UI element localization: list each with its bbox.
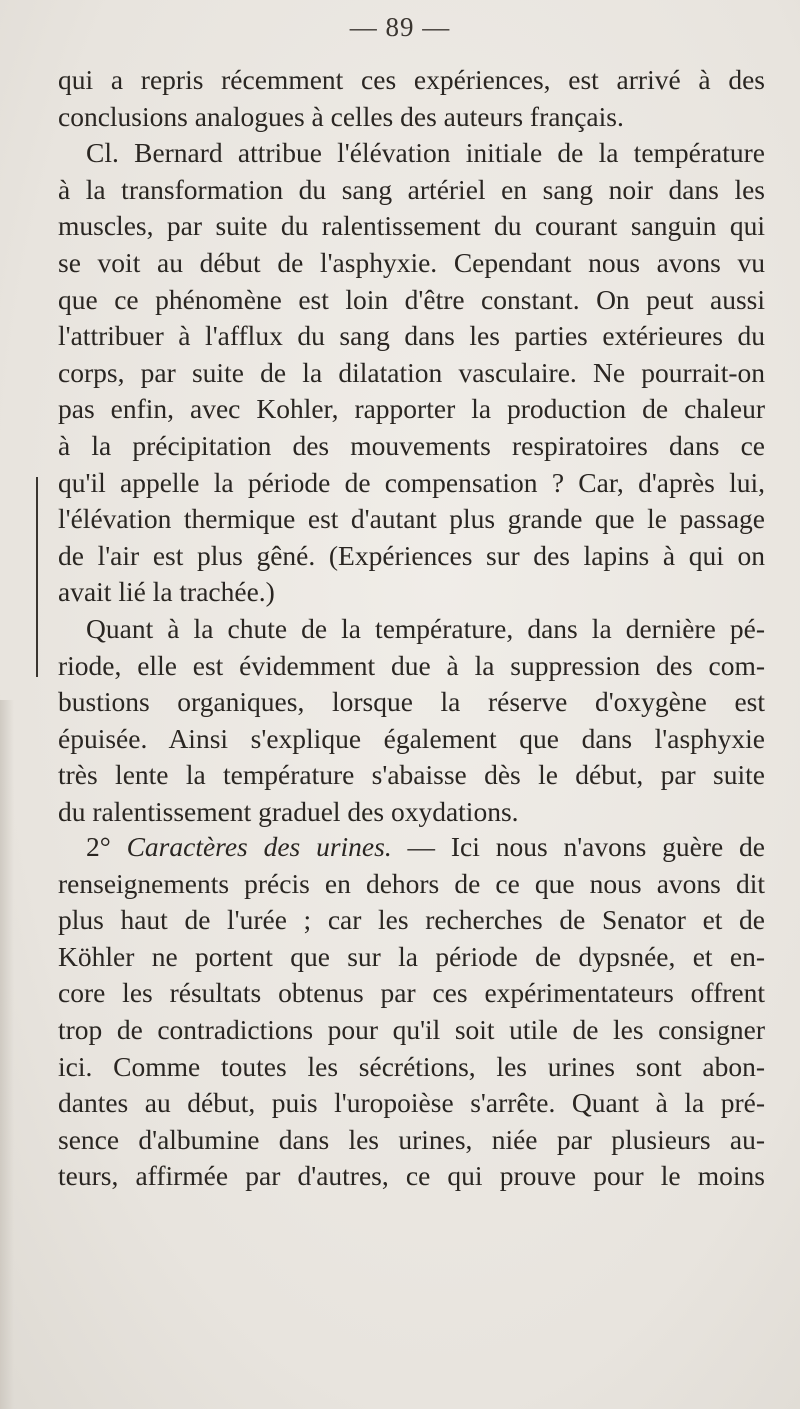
text-line: l'élévation thermique est d'autant plus grande que le passage <box>58 503 765 535</box>
text-line: bustions organiques, lorsque la réserve d'oxygène est <box>58 686 765 718</box>
text-line: ici. Comme toutes les sécrétions, les urines sont abon- <box>58 1050 765 1082</box>
text-line: muscles, par suite du ralentissement du courant sanguin qui <box>58 210 765 242</box>
text-line: du ralentissement graduel des oxydations. <box>58 795 519 827</box>
text-line: l'attribuer à l'afflux du sang dans les parties extérieures du <box>58 320 765 352</box>
text-line: très lente la température s'abaisse dès le début, par suite <box>58 759 765 791</box>
paragraph-asphyxie-temperature <box>58 62 765 830</box>
text-line: que ce phénomène est loin d'être constant. On peut aussi <box>58 283 765 315</box>
text-line: Quant à la chute de la température, dans la dernière pé- <box>86 612 765 644</box>
text-line: pas enfin, avec Kohler, rapporter la production de chaleur <box>58 393 765 425</box>
binding-shadow <box>0 700 14 1409</box>
text-line: plus haut de l'urée ; car les recherches de Senator et de <box>58 904 765 936</box>
text-line: corps, par suite de la dilatation vasculaire. Ne pourrait-on <box>58 356 765 388</box>
text-line: qui a repris récemment ces expériences, est arrivé à des <box>58 64 765 95</box>
text-line: épuisée. Ainsi s'explique également que dans l'asphyxie <box>58 722 765 754</box>
text-line: se voit au début de l'asphyxie. Cependant nous avons vu <box>58 246 765 278</box>
section-heading: Caractères des urines. <box>126 831 392 862</box>
text-line: renseignements précis en dehors de ce que nous avons dit <box>58 867 765 899</box>
text-line: Köhler ne portent que sur la période de dypsnée, et en- <box>58 940 765 972</box>
margin-mark <box>36 477 38 677</box>
text-line: trop de contradictions pour qu'il soit utile de les consigner <box>58 1013 765 1045</box>
text-line: qu'il appelle la période de compensation ? Car, d'après lui, <box>58 466 765 498</box>
text-line: sence d'albumine dans les urines, niée par plusieurs au- <box>58 1123 765 1155</box>
page-number: — 89 — <box>349 12 451 42</box>
text-line: core les résultats obtenus par ces expérimentateurs offrent <box>58 977 765 1009</box>
text-line: dantes au début, puis l'uropoièse s'arrête. Quant à la pré- <box>58 1087 765 1119</box>
text-fragment: — Ici nous n'avons guère de <box>407 831 766 862</box>
section-heading-line <box>58 829 765 866</box>
section-number: 2° <box>86 831 111 862</box>
text-line: de l'air est plus gêné. (Expériences sur des lapins à qui on <box>58 539 765 571</box>
text-line: avait lié la trachée.) <box>58 576 275 608</box>
text-line: Cl. Bernard attribue l'élévation initiale de la température <box>86 137 765 169</box>
text-line: riode, elle est évidemment due à la suppression des com- <box>58 649 765 681</box>
text-line: teurs, affirmée par d'autres, ce qui prouve pour le moins <box>58 1160 765 1192</box>
paragraph-caracteres-urines <box>58 829 765 1195</box>
text-line: à la transformation du sang artériel en sang noir dans les <box>58 173 765 205</box>
text-line: à la précipitation des mouvements respiratoires dans ce <box>58 429 765 461</box>
text-line: conclusions analogues à celles des auteurs français. <box>58 100 624 132</box>
